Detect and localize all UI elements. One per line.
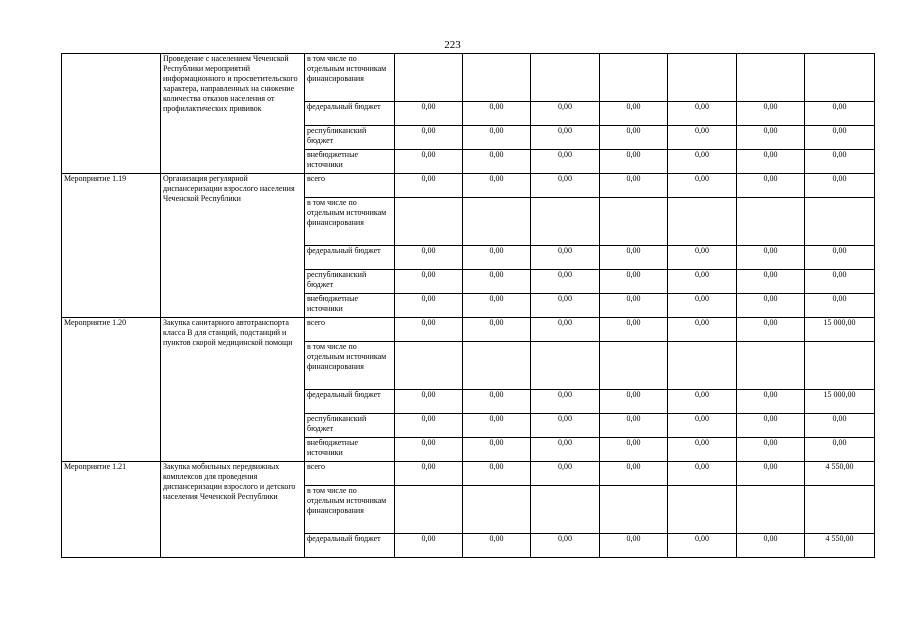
amount-cell: 15 000,00: [805, 318, 875, 342]
amount-cell: 0,00: [395, 414, 463, 438]
amount-cell: 0,00: [668, 318, 737, 342]
amount-cell: 0,00: [805, 174, 875, 198]
amount-cell: 0,00: [600, 534, 668, 558]
funding-source-cell: в том числе по отдельным источникам финансирования: [305, 342, 395, 390]
amount-cell: [805, 54, 875, 102]
amount-cell: 0,00: [395, 318, 463, 342]
funding-source-cell: федеральный бюджет: [305, 246, 395, 270]
amount-cell: 0,00: [531, 174, 600, 198]
amount-cell: 0,00: [737, 174, 805, 198]
amount-cell: [668, 342, 737, 390]
amount-cell: 0,00: [463, 414, 531, 438]
amount-cell: 0,00: [463, 438, 531, 462]
amount-cell: 0,00: [805, 150, 875, 174]
amount-cell: [737, 486, 805, 534]
amount-cell: 0,00: [600, 102, 668, 126]
amount-cell: 0,00: [668, 390, 737, 414]
event-name-cell: Проведение с населением Чеченской Республики мероприятий информационного и просветительского характера, направленных на снижение количества отказов населения от профилактических прививок: [161, 54, 305, 174]
amount-cell: 0,00: [600, 390, 668, 414]
amount-cell: 0,00: [737, 126, 805, 150]
amount-cell: 0,00: [668, 126, 737, 150]
amount-cell: [737, 198, 805, 246]
amount-cell: 0,00: [805, 438, 875, 462]
amount-cell: 4 550,00: [805, 462, 875, 486]
amount-cell: 0,00: [395, 270, 463, 294]
amount-cell: 0,00: [531, 126, 600, 150]
amount-cell: 0,00: [805, 102, 875, 126]
table-row: [62, 174, 875, 198]
amount-cell: [600, 198, 668, 246]
amount-cell: 0,00: [531, 534, 600, 558]
funding-source-cell: республиканский бюджет: [305, 126, 395, 150]
amount-cell: 0,00: [463, 318, 531, 342]
amount-cell: [805, 342, 875, 390]
amount-cell: 0,00: [600, 438, 668, 462]
amount-cell: 0,00: [668, 150, 737, 174]
amount-cell: 0,00: [668, 462, 737, 486]
amount-cell: 0,00: [531, 150, 600, 174]
amount-cell: 0,00: [395, 462, 463, 486]
amount-cell: 0,00: [737, 318, 805, 342]
amount-cell: 0,00: [600, 318, 668, 342]
funding-source-cell: всего: [305, 462, 395, 486]
amount-cell: 0,00: [737, 270, 805, 294]
amount-cell: [395, 342, 463, 390]
funding-source-cell: федеральный бюджет: [305, 102, 395, 126]
table-row: [62, 54, 875, 102]
amount-cell: 15 000,00: [805, 390, 875, 414]
event-name-cell: Организация регулярной диспансеризации взрослого населения Чеченской Республики: [161, 174, 305, 318]
event-number-cell: Мероприятие 1.19: [62, 174, 161, 318]
event-number-cell: [62, 54, 161, 174]
amount-cell: 0,00: [463, 102, 531, 126]
amount-cell: 0,00: [395, 246, 463, 270]
amount-cell: 0,00: [668, 102, 737, 126]
amount-cell: [531, 54, 600, 102]
amount-cell: 4 550,00: [805, 534, 875, 558]
event-name-cell: Закупка мобильных передвижных комплексов для проведения диспансеризации взрослого и детского населения Чеченской Республики: [161, 462, 305, 558]
amount-cell: [600, 342, 668, 390]
amount-cell: 0,00: [531, 270, 600, 294]
amount-cell: [805, 486, 875, 534]
amount-cell: 0,00: [600, 294, 668, 318]
amount-cell: [600, 54, 668, 102]
amount-cell: 0,00: [600, 462, 668, 486]
funding-source-cell: федеральный бюджет: [305, 390, 395, 414]
amount-cell: 0,00: [600, 150, 668, 174]
amount-cell: [395, 198, 463, 246]
amount-cell: 0,00: [737, 438, 805, 462]
amount-cell: 0,00: [395, 126, 463, 150]
funding-source-cell: внебюджетные источники: [305, 438, 395, 462]
amount-cell: 0,00: [531, 390, 600, 414]
amount-cell: 0,00: [737, 246, 805, 270]
amount-cell: 0,00: [805, 126, 875, 150]
amount-cell: 0,00: [805, 294, 875, 318]
amount-cell: 0,00: [600, 270, 668, 294]
amount-cell: 0,00: [395, 102, 463, 126]
amount-cell: 0,00: [463, 462, 531, 486]
amount-cell: 0,00: [805, 246, 875, 270]
amount-cell: [600, 486, 668, 534]
amount-cell: 0,00: [737, 150, 805, 174]
amount-cell: 0,00: [668, 270, 737, 294]
amount-cell: [463, 486, 531, 534]
amount-cell: 0,00: [668, 438, 737, 462]
amount-cell: 0,00: [531, 414, 600, 438]
amount-cell: 0,00: [668, 414, 737, 438]
amount-cell: 0,00: [531, 438, 600, 462]
amount-cell: 0,00: [737, 294, 805, 318]
amount-cell: 0,00: [668, 534, 737, 558]
amount-cell: 0,00: [737, 462, 805, 486]
amount-cell: [463, 198, 531, 246]
amount-cell: 0,00: [531, 102, 600, 126]
amount-cell: 0,00: [463, 534, 531, 558]
amount-cell: 0,00: [395, 294, 463, 318]
amount-cell: [531, 342, 600, 390]
funding-source-cell: республиканский бюджет: [305, 270, 395, 294]
amount-cell: [531, 198, 600, 246]
table-row: [62, 318, 875, 342]
funding-table: [61, 53, 875, 558]
amount-cell: 0,00: [463, 294, 531, 318]
amount-cell: 0,00: [668, 294, 737, 318]
amount-cell: 0,00: [805, 414, 875, 438]
amount-cell: 0,00: [463, 270, 531, 294]
amount-cell: 0,00: [463, 246, 531, 270]
amount-cell: 0,00: [737, 102, 805, 126]
amount-cell: 0,00: [600, 414, 668, 438]
amount-cell: 0,00: [531, 462, 600, 486]
amount-cell: 0,00: [463, 126, 531, 150]
funding-source-cell: в том числе по отдельным источникам финансирования: [305, 198, 395, 246]
amount-cell: [737, 342, 805, 390]
amount-cell: 0,00: [600, 246, 668, 270]
amount-cell: 0,00: [737, 534, 805, 558]
amount-cell: 0,00: [668, 246, 737, 270]
table-row: [62, 462, 875, 486]
amount-cell: 0,00: [395, 534, 463, 558]
amount-cell: 0,00: [395, 438, 463, 462]
amount-cell: [395, 486, 463, 534]
amount-cell: 0,00: [805, 270, 875, 294]
amount-cell: [737, 54, 805, 102]
amount-cell: 0,00: [463, 150, 531, 174]
event-number-cell: Мероприятие 1.20: [62, 318, 161, 462]
amount-cell: 0,00: [463, 174, 531, 198]
amount-cell: 0,00: [600, 174, 668, 198]
amount-cell: 0,00: [395, 150, 463, 174]
funding-source-cell: республиканский бюджет: [305, 414, 395, 438]
funding-source-cell: в том числе по отдельным источникам финансирования: [305, 54, 395, 102]
funding-source-cell: внебюджетные источники: [305, 150, 395, 174]
funding-source-cell: всего: [305, 318, 395, 342]
funding-source-cell: всего: [305, 174, 395, 198]
amount-cell: [805, 198, 875, 246]
amount-cell: 0,00: [737, 390, 805, 414]
amount-cell: [463, 342, 531, 390]
funding-table-body: [62, 54, 875, 558]
amount-cell: 0,00: [531, 318, 600, 342]
amount-cell: [531, 486, 600, 534]
event-name-cell: Закупка санитарного автотранспорта класса В для станций, подстанций и пунктов скорой медицинской помощи: [161, 318, 305, 462]
amount-cell: 0,00: [668, 174, 737, 198]
amount-cell: 0,00: [463, 390, 531, 414]
amount-cell: 0,00: [395, 390, 463, 414]
amount-cell: 0,00: [600, 126, 668, 150]
funding-source-cell: в том числе по отдельным источникам финансирования: [305, 486, 395, 534]
amount-cell: 0,00: [531, 294, 600, 318]
amount-cell: [668, 486, 737, 534]
amount-cell: [668, 198, 737, 246]
amount-cell: 0,00: [531, 246, 600, 270]
event-number-cell: Мероприятие 1.21: [62, 462, 161, 558]
amount-cell: [463, 54, 531, 102]
page-number: 223: [444, 39, 461, 51]
amount-cell: [395, 54, 463, 102]
amount-cell: 0,00: [737, 414, 805, 438]
funding-source-cell: федеральный бюджет: [305, 534, 395, 558]
amount-cell: [668, 54, 737, 102]
funding-source-cell: внебюджетные источники: [305, 294, 395, 318]
amount-cell: 0,00: [395, 174, 463, 198]
